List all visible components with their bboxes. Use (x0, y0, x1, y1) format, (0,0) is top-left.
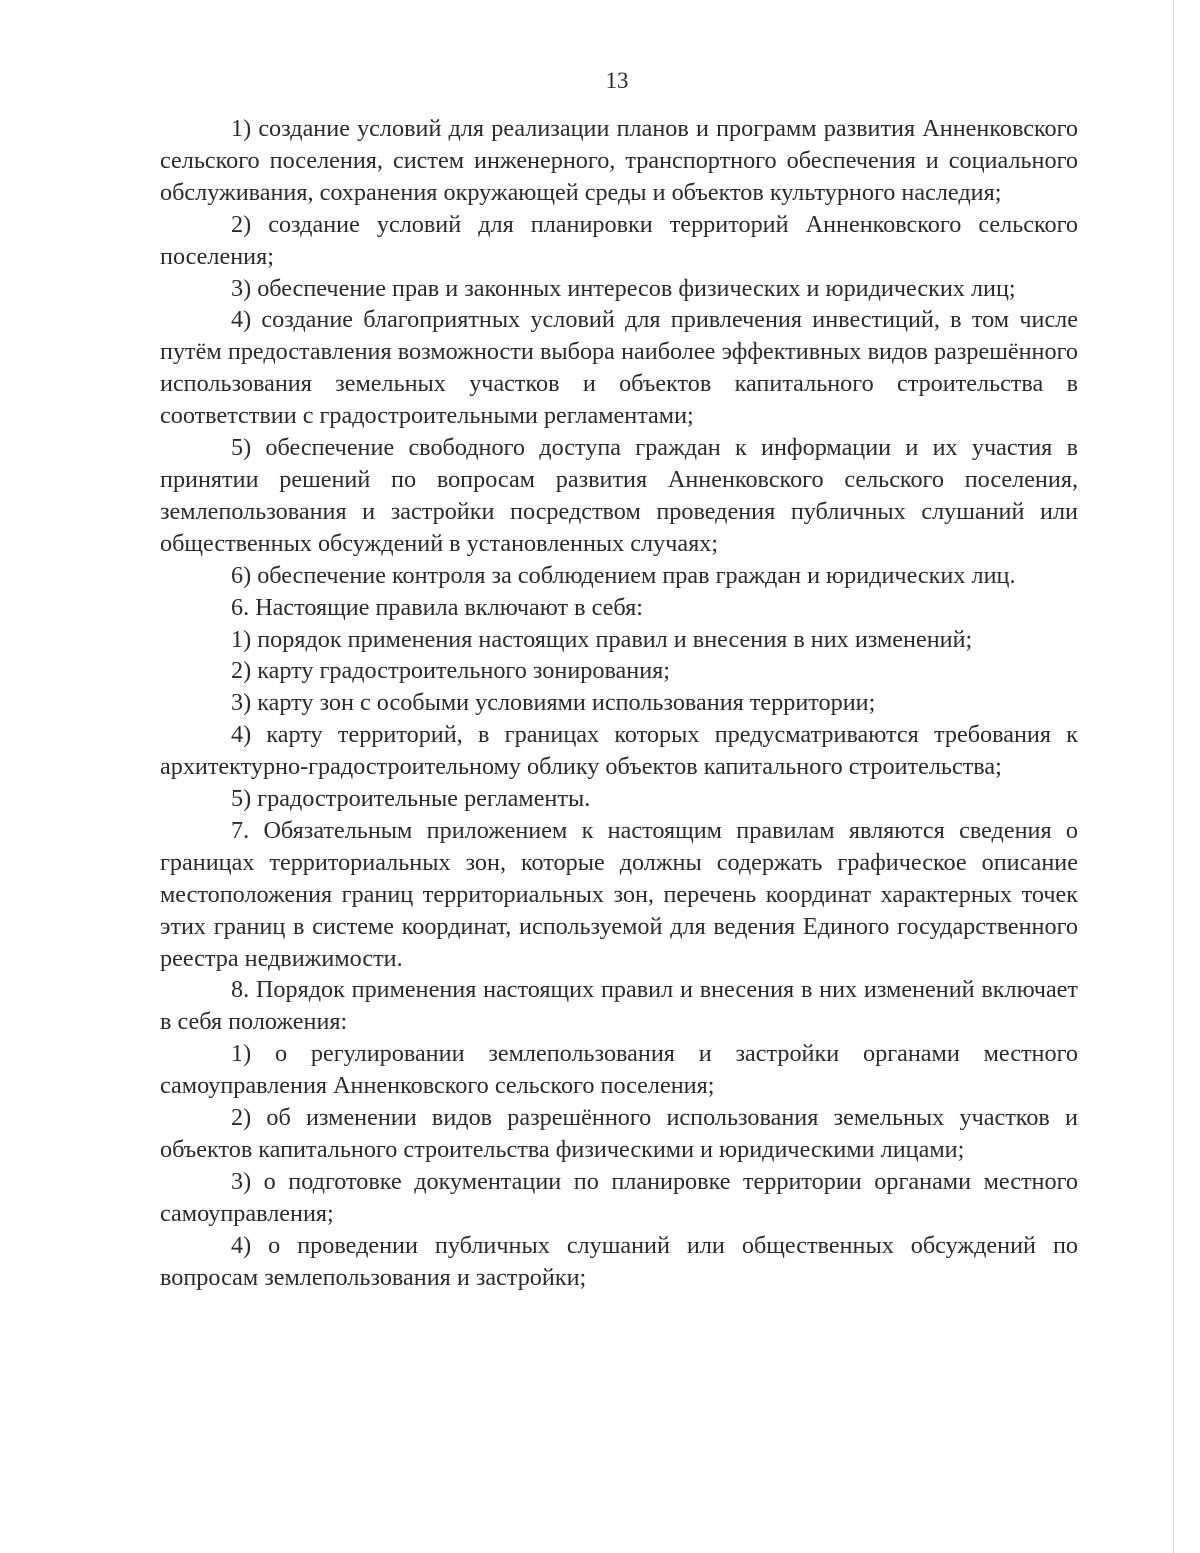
list-item: 1) о регулировании землепользования и застройки органами местного самоуправления Анненковского сельского поселения; (160, 1040, 1078, 1100)
section-paragraph: 6. Настоящие правила включают в себя: (231, 593, 643, 621)
list-item: 4) о проведении публичных слушаний или общественных обсуждений по вопросам землепользования и застройки; (160, 1231, 1078, 1291)
section-paragraph: 8. Порядок применения настоящих правил и внесения в них изменений включает в себя положения: (160, 976, 1078, 1036)
list-item: 2) карту градостроительного зонирования; (231, 657, 671, 685)
document-body (160, 113, 1078, 1294)
list-item: 3) о подготовке документации по планировке территории органами местного самоуправления; (160, 1167, 1078, 1227)
list-item: 2) об изменении видов разрешённого использования земельных участков и объектов капитального строительства физическими и юридическими лицами; (160, 1104, 1078, 1163)
list-item: 6) обеспечение контроля за соблюдением прав граждан и юридических лиц. (231, 561, 1016, 589)
list-item: 5) обеспечение свободного доступа граждан к информации и их участия в принятии решений по вопросам развития Анненковского сельского поселения, землепользования и застройки посредством проведения публичных слушаний или общественных обсуждений в установленных случаях; (160, 434, 1078, 557)
list-item: 3) карту зон с особыми условиями использования территории; (231, 689, 876, 717)
page-number: 13 (605, 68, 629, 93)
list-item: 4) карту территорий, в границах которых предусматриваются требования к архитектурно-градостроительному облику объектов капитального строительства; (160, 721, 1078, 781)
scan-edge-line (1173, 0, 1174, 1553)
list-item: 4) создание благоприятных условий для привлечения инвестиций, в том числе путём предоставления возможности выбора наиболее эффективных видов разрешённого использования земельных участков и объектов капитального строительства в соответствии с градостроительными регламентами; (160, 306, 1078, 430)
list-item: 3) обеспечение прав и законных интересов физических и юридических лиц; (231, 274, 1016, 302)
list-item: 1) создание условий для реализации планов и программ развития Анненковского сельского поселения, систем инженерного, транспортного обеспечения и социального обслуживания, сохранения окружающей среды и объектов культурного наследия; (160, 115, 1078, 206)
list-item: 1) порядок применения настоящих правил и внесения в них изменений; (231, 625, 973, 653)
section-paragraph: 7. Обязательным приложением к настоящим правилам являются сведения о границах территориальных зон, которые должны содержать графическое описание местоположения границ территориальных зон, перечень координат характерных точек этих границ в системе координат, используемой для ведения Единого государственного реестра недвижимости. (160, 816, 1078, 972)
list-item: 2) создание условий для планировки территорий Анненковского сельского поселения; (160, 210, 1078, 270)
list-item: 5) градостроительные регламенты. (231, 785, 591, 813)
